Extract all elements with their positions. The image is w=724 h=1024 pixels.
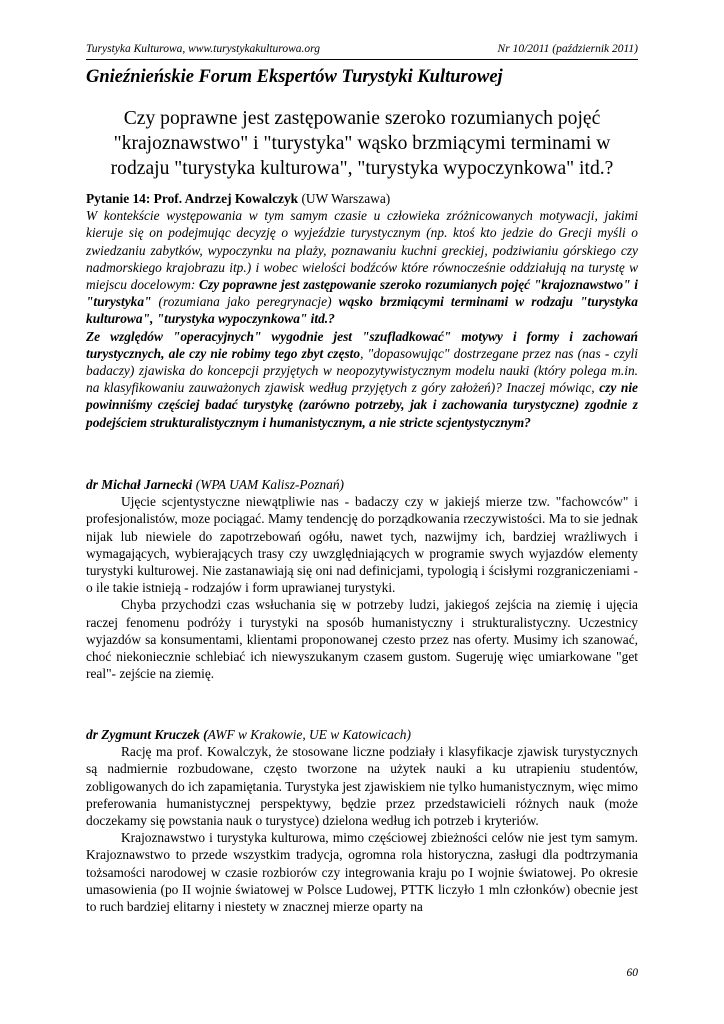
speaker-affiliation: AWF w Krakowie, UE w Katowicach): [207, 727, 411, 742]
forum-title: Gnieźnieńskie Forum Ekspertów Turystyki Kulturowej: [86, 67, 503, 87]
question-14-affiliation: (UW Warszawa): [298, 191, 391, 206]
question-title-line: rodzaju "turystyka kulturowa", "turystyka wypoczynkowa" itd.?: [110, 158, 614, 179]
question-14-note: (rozumiana jako peregrynacje): [151, 294, 339, 310]
question-14-followup-b: czy nie powinniśmy częściej badać turystykę (zarówno potrzeby, jak i zachowania turystyczne) zgodnie z podejściem strukturalistycznym i humanistycznym, a nie stricte scjentystycznym?: [86, 380, 638, 430]
question-title: [86, 106, 638, 181]
question-14-followup: [86, 328, 638, 431]
answer-paragraph: Chyba przychodzi czas wsłuchania się w potrzeby ludzi, jakiegoś zejścia na ziemię i ujęcia raczej fenomenu podróży i turystyki na sposób humanistyczny i strukturalistyczny. Uczestnicy wyjazdów sa konsumentami, klientami proponowanej czesto przez nas oferty. Musimy ich szanować, choć niekoniecznie schlebiać ich niewyszukanym czasem gustom. Sugeruję więc umiarkowane "get real"- zejście na ziemię.: [86, 597, 638, 682]
speaker-affiliation: (WPA UAM Kalisz-Poznań): [192, 477, 345, 492]
question-14-main-question: Czy poprawne jest zastępowanie szeroko rozumianych pojęć "krajoznawstwo" i "turystyka": [86, 277, 638, 310]
question-14-followup-a: Ze względów "operacyjnych" wygodnie jest "szufladkować" motywy i formy i zachowań turystycznych, ale czy nie robimy tego zbyt często: [86, 328, 638, 361]
question-title-line: Czy poprawne jest zastępowanie szeroko rozumianych pojęć: [123, 108, 601, 129]
speaker-name: dr Zygmunt Kruczek (: [86, 727, 208, 742]
question-14-heading: [86, 190, 638, 207]
answer-paragraph: Krajoznawstwo i turystyka kulturowa, mimo częściowej zbieżności celów nie jest tym samym. Krajoznawstwo to przede wszystkim tradycja, ogromna rola historyczna, zasługi dla podtrzymania tożsamości narodowej w czasie rozbiorów czy integrowania kraju po I wojnie światowej. Po okresie umasowienia (po II wojnie światowej w Polsce Ludowej, PTTK liczyło 1 mln członków) obecnie jest to ruch bardziej elitarny i niestety w znacznej mierze oparty na: [86, 830, 638, 915]
answer-paragraph: Ujęcie scjentystyczne niewątpliwie nas - badaczy czy w jakiejś mierze tzw. "fachowców" i profesjonalistów, moze pociągać. Mamy tendencję do porządkowania rzeczywistości. Ma to sie jednak nijak lub niewiele do zapotrzebowań ogółu, nawet tych, nazwijmy ich, bardziej wrażliwych i wymagających, wybierających trasy czy uwzględniających w programie swych wyjazdów elementy turystyki kulturowej. Nie zastanawiają się oni nad definicjami, typologią i ścisłymi rozgraniczeniami - o ile takie istnieją - rodzajów i form uprawianej turystyki.: [86, 494, 638, 596]
speaker-name: dr Michał Jarnecki: [86, 477, 193, 492]
answer-kruczek: [86, 726, 638, 915]
issue-number: Nr 10/2011 (październik 2011): [497, 43, 638, 55]
speaker-line: [86, 726, 638, 743]
question-14-followup-italic: , "dopasowując" dostrzegane przez nas (nas - czyli badaczy) zjawiska do koncepcji przyjętych w neopozytywistycznym modelu nauki (który polega m.in. na klasyfikowaniu zauważonych zjawisk według przyjętych z góry założeń)? Inaczej mówiąc,: [86, 345, 638, 396]
question-14-text: [86, 207, 638, 327]
running-header: [86, 43, 638, 59]
page-number: 60: [626, 967, 638, 979]
header-rule: [86, 59, 638, 60]
speaker-line: [86, 476, 638, 493]
question-14-intro: W kontekście występowania w tym samym czasie u człowieka zróżnicowanych motywacji, jakimi kieruje się on podejmując decyzję o wyjeździe turystycznym (np. ktoś kto jedzie do Grecji myśli o zwiedzaniu zabytków, wypoczynku na plaży, poznawaniu kuchni greckiej, podziwianiu górskiego czy nadmorskiego krajobrazu itp.) i wobec wielości bodźców które równocześnie oddziałują na turystę w miejscu docelowym:: [86, 208, 638, 293]
question-14-section: [86, 190, 638, 431]
question-14-main-question-cont: wąsko brzmiącymi terminami w rodzaju "turystyka kulturowa", "turystyka wypoczynkowa" itd.?: [86, 294, 638, 327]
question-14-author: Pytanie 14: Prof. Andrzej Kowalczyk: [86, 191, 299, 206]
answer-paragraph: Rację ma prof. Kowalczyk, że stosowane liczne podziały i klasyfikacje zjawisk turystycznych są nadmiernie rozbudowane, często tworzone na użytek nauki a ku utrapieniu studentów, zobligowanych do ich zapamiętania. Turystyka jest zjawiskiem nie tylko humanistycznym, więc mimo preferowania humanistycznej perspektywy, będzie przez przedstawicieli różnych nauk (może doczekamy się powstania nauk o turystyce) dzielona według ich potrzeb i kryteriów.: [86, 744, 638, 829]
journal-name: Turystyka Kulturowa, www.turystykakulturowa.org: [86, 43, 320, 55]
answer-jarnecki: [86, 476, 638, 682]
question-title-line: "krajoznawstwo" i "turystyka" wąsko brzmiącymi terminami w: [113, 133, 611, 154]
